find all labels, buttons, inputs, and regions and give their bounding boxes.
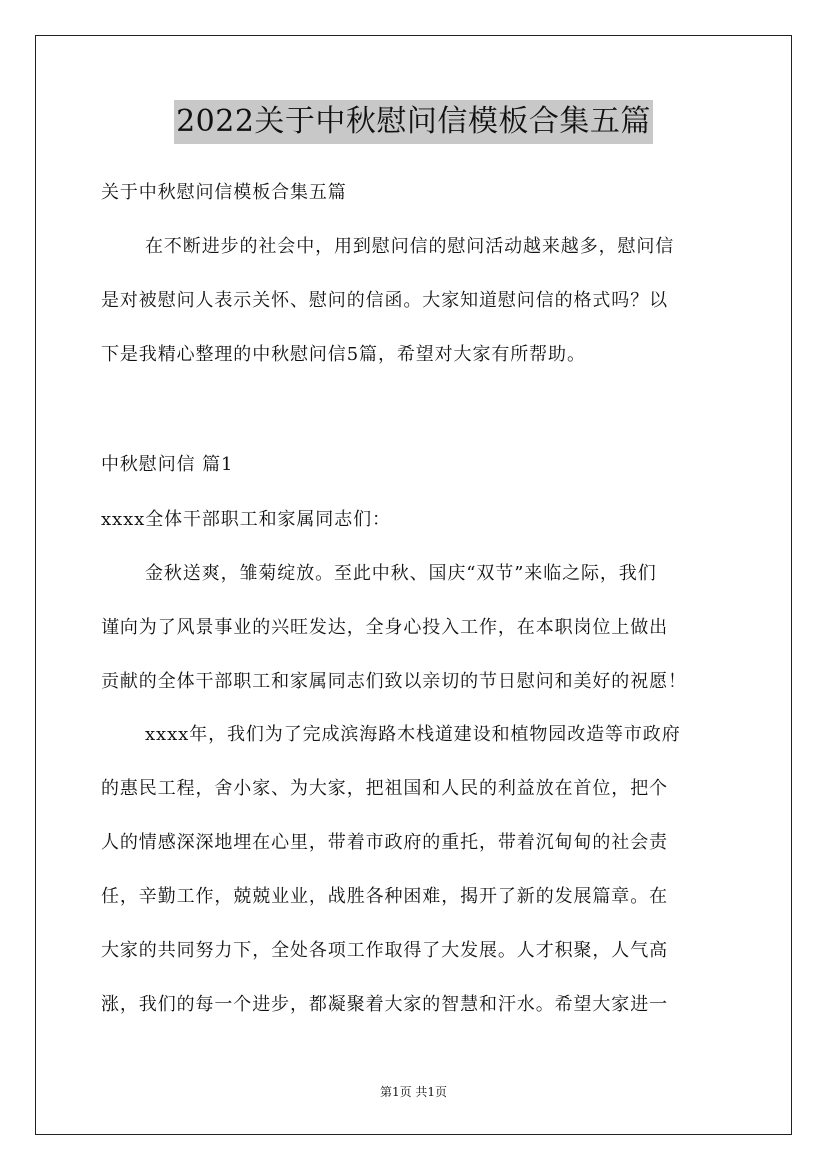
- title-container: [0, 100, 827, 144]
- paragraph-line: 贡献的全体干部职工和家属同志们致以亲切的节日慰问和美好的祝愿！: [101, 671, 687, 692]
- page-footer: 第1页 共1页: [379, 1085, 448, 1099]
- intro-line: 下是我精心整理的中秋慰问信5篇，希望对大家有所帮助。: [101, 344, 586, 365]
- paragraph-line: 的惠民工程，舍小家、为大家，把祖国和人民的利益放在首位，把个: [101, 778, 668, 799]
- intro-line: 在不断进步的社会中，用到慰问信的慰问活动越来越多，慰问信: [145, 236, 675, 257]
- section-heading: 中秋慰问信 篇1: [101, 454, 234, 475]
- document-subtitle: 关于中秋慰问信模板合集五篇: [101, 182, 347, 203]
- paragraph-line: 任，辛勤工作，兢兢业业，战胜各种困难，揭开了新的发展篇章。在: [101, 886, 668, 907]
- paragraph-line: xxxx年，我们为了完成滨海路木栈道建设和植物园改造等市政府: [145, 724, 681, 745]
- paragraph-line: 人的情感深深地埋在心里，带着市政府的重托，带着沉甸甸的社会责: [101, 832, 668, 853]
- paragraph-line: 大家的共同努力下，全处各项工作取得了大发展。人才积聚，人气高: [101, 940, 668, 961]
- paragraph-line: 涨，我们的每一个进步，都凝聚着大家的智慧和汗水。希望大家进一: [101, 994, 668, 1015]
- intro-line: 是对被慰问人表示关怀、慰问的信函。大家知道慰问信的格式吗？以: [101, 290, 668, 311]
- paragraph-line: 金秋送爽，雏菊绽放。至此中秋、国庆“双节”来临之际，我们: [145, 563, 657, 584]
- paragraph-line: 谨向为了风景事业的兴旺发达，全身心投入工作，在本职岗位上做出: [101, 617, 668, 638]
- document-title: 2022关于中秋慰问信模板合集五篇: [174, 100, 653, 144]
- salutation: xxxx全体干部职工和家属同志们：: [101, 509, 391, 530]
